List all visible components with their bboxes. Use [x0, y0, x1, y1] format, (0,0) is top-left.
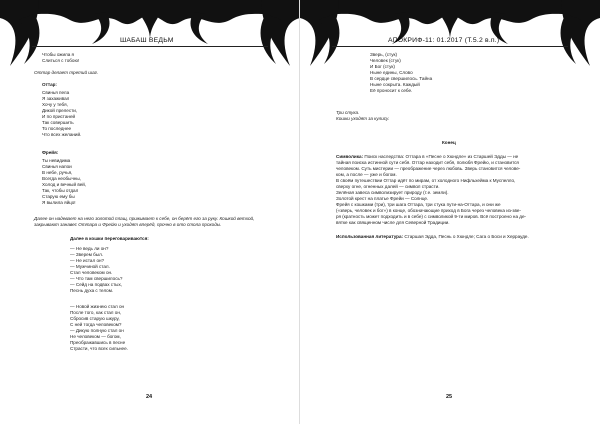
- commentary-line: тайная поиска истинной сути себя. Оттар находит себя, полюбя Фрейю, и становится: [336, 160, 519, 165]
- commentary-line: сверху огне, огненных далей — символ страсти.: [336, 184, 440, 189]
- chorus-stanza-2: [70, 304, 128, 352]
- verse-line: Чтобы ожила я: [42, 52, 75, 57]
- verse-line: Что всех желаний.: [42, 132, 82, 137]
- verse-final: [370, 52, 432, 94]
- verse-line: — Мужчиной стал.: [70, 264, 110, 269]
- verse-line: Холод и вечный вей,: [42, 182, 87, 187]
- commentary-line: В своём путешествии Оттар идёт по мирам, от холодного Нифльхейма к Муспелло,: [336, 178, 516, 183]
- verse-line: Хочу у тебя,: [42, 102, 68, 107]
- tribal-ornament-right: [300, 0, 600, 70]
- verse-line: Ныне сокрыта. Каждый: [370, 82, 420, 87]
- verse-line: — Дикую полную стал он: [70, 328, 124, 333]
- stage-line: Кошки уходят за кулису.: [336, 116, 390, 121]
- verse-line: Так совершить: [42, 120, 74, 125]
- literature-text: Старшая Эдда, Песнь о Хюндле; Сага о Боси и Херрауде.: [404, 234, 529, 239]
- verse-top: [42, 52, 79, 64]
- verse-line: Преображавшись в песне: [70, 340, 126, 345]
- commentary-line: человеком. Суть мистерии — преображение через любовь. Зверь становится челове-: [336, 166, 521, 171]
- verse-line: Свинья пела: [42, 90, 70, 95]
- running-header-right: АПОКРИФ-11: 01.2017 (Т.5.2 в.п.): [388, 37, 500, 44]
- verse-line: — Зверем был.: [70, 252, 104, 257]
- running-header-left: ШАБАШ ВЕДЬМ: [120, 37, 174, 44]
- verse-line: Сбросив старую шкуру,: [70, 316, 120, 321]
- commentary-line: ря (кратность может подходить и в себе) с символикой 9-ти миров. Всё построено на де-: [336, 214, 527, 219]
- end-title: Конец: [442, 140, 456, 145]
- commentary-line: Фрейя с кошками (три), три шага Оттара, три стука пути-на-Оттара, и они же: [336, 202, 501, 207]
- verse-line: Так, чтобы отдал: [42, 188, 79, 193]
- stage-line: Три стука.: [336, 110, 360, 115]
- verse-line: Слиться с тобою!: [42, 58, 80, 63]
- literature: [336, 234, 529, 240]
- verse-line: Зверь, (стук): [370, 52, 398, 57]
- verse-line: Всегда необычны,: [42, 176, 81, 181]
- verse-line: Свинья напои: [42, 164, 72, 169]
- commentary-line: Золотой крест на платье Фрейи — Солнце.: [336, 196, 429, 201]
- stage-direction: [336, 110, 389, 122]
- verse-line: В сердце свершилось. Тайна: [370, 76, 433, 81]
- commentary: [336, 154, 526, 226]
- verse-line: — Что там свершилось?: [70, 276, 123, 281]
- commentary-label: Символика:: [336, 154, 364, 159]
- speaker-name: Оттар:: [42, 82, 57, 87]
- commentary-line: ком, а после — уже и богом.: [336, 172, 397, 177]
- verse-line: Её проносит к себе.: [370, 88, 413, 93]
- verse-line: — Не ведь ли он?: [70, 246, 109, 251]
- verse-line: — Не истал он?: [70, 258, 105, 263]
- verse-line: — Сейд на подвах стых,: [70, 282, 123, 287]
- chorus-stanza-1: [70, 246, 122, 294]
- verse-line: Старую ему бы: [42, 194, 75, 199]
- verse-line: То последнее: [42, 126, 72, 131]
- chorus-title: Далее в кошки переговариваются:: [70, 236, 149, 241]
- stage-direction: Далее он надевает на него золотой плащ, прижимает к себе, он берёт его за руку. Кошкой ветхой, закрывают занавес Оттара и Фрейю и уходят вперёд, прочно в ото стола проходы.: [34, 216, 255, 227]
- verse-line: После того, как стал он,: [70, 310, 122, 315]
- commentary-line: Зелёная завеса символизирует природу (т.е. земли).: [336, 190, 449, 195]
- verse-line: — Новой жизнею стал он: [70, 304, 125, 309]
- right-page: [300, 0, 600, 424]
- verse-line: Стал человеком он.: [70, 270, 113, 275]
- commentary-line: («зверь, человек и бог») в конце, обозначающие приход в Бога через человека из-зве-: [336, 208, 521, 213]
- page-number: 25: [446, 394, 453, 400]
- verse-line: Я вылила яйцо!: [42, 200, 76, 205]
- stage-direction: Оттар делает третий шаг.: [34, 70, 99, 75]
- verse-line: С ней тогда человеком?: [70, 322, 122, 327]
- commentary-line: Символика: Поиск наследства: Оттара в «Песне о Хюндле» из Старшей Эдды — не: [336, 154, 519, 159]
- header-rule-right: [332, 46, 568, 47]
- verse-line: Страсти, что всех сильнее.: [70, 346, 128, 351]
- verse-line: И по пристаней: [42, 114, 76, 119]
- commentary-line: вятке как священном числе для Северной Традиции.: [336, 220, 450, 225]
- literature-label: Использованная литература:: [336, 234, 404, 239]
- verse-line: Песнь духа с телом.: [70, 288, 114, 293]
- verse-line: Не человеком — богом,: [70, 334, 121, 339]
- verse-freyja: [42, 158, 86, 206]
- speaker-name: Фрейя:: [42, 150, 59, 155]
- page-number: 24: [146, 394, 153, 400]
- verse-line: В небе, ручья,: [42, 170, 73, 175]
- verse-line: И Бог (стук): [370, 64, 395, 69]
- verse-line: Ты невидима: [42, 158, 71, 163]
- verse-line: Ныне едины, Слово: [370, 70, 413, 75]
- verse-line: Я захаживал: [42, 96, 70, 101]
- verse-line: Человек (стук): [370, 58, 401, 63]
- verse-line: Дикой прелести,: [42, 108, 78, 113]
- verse-ottar: [42, 90, 81, 138]
- header-rule-left: [32, 46, 268, 47]
